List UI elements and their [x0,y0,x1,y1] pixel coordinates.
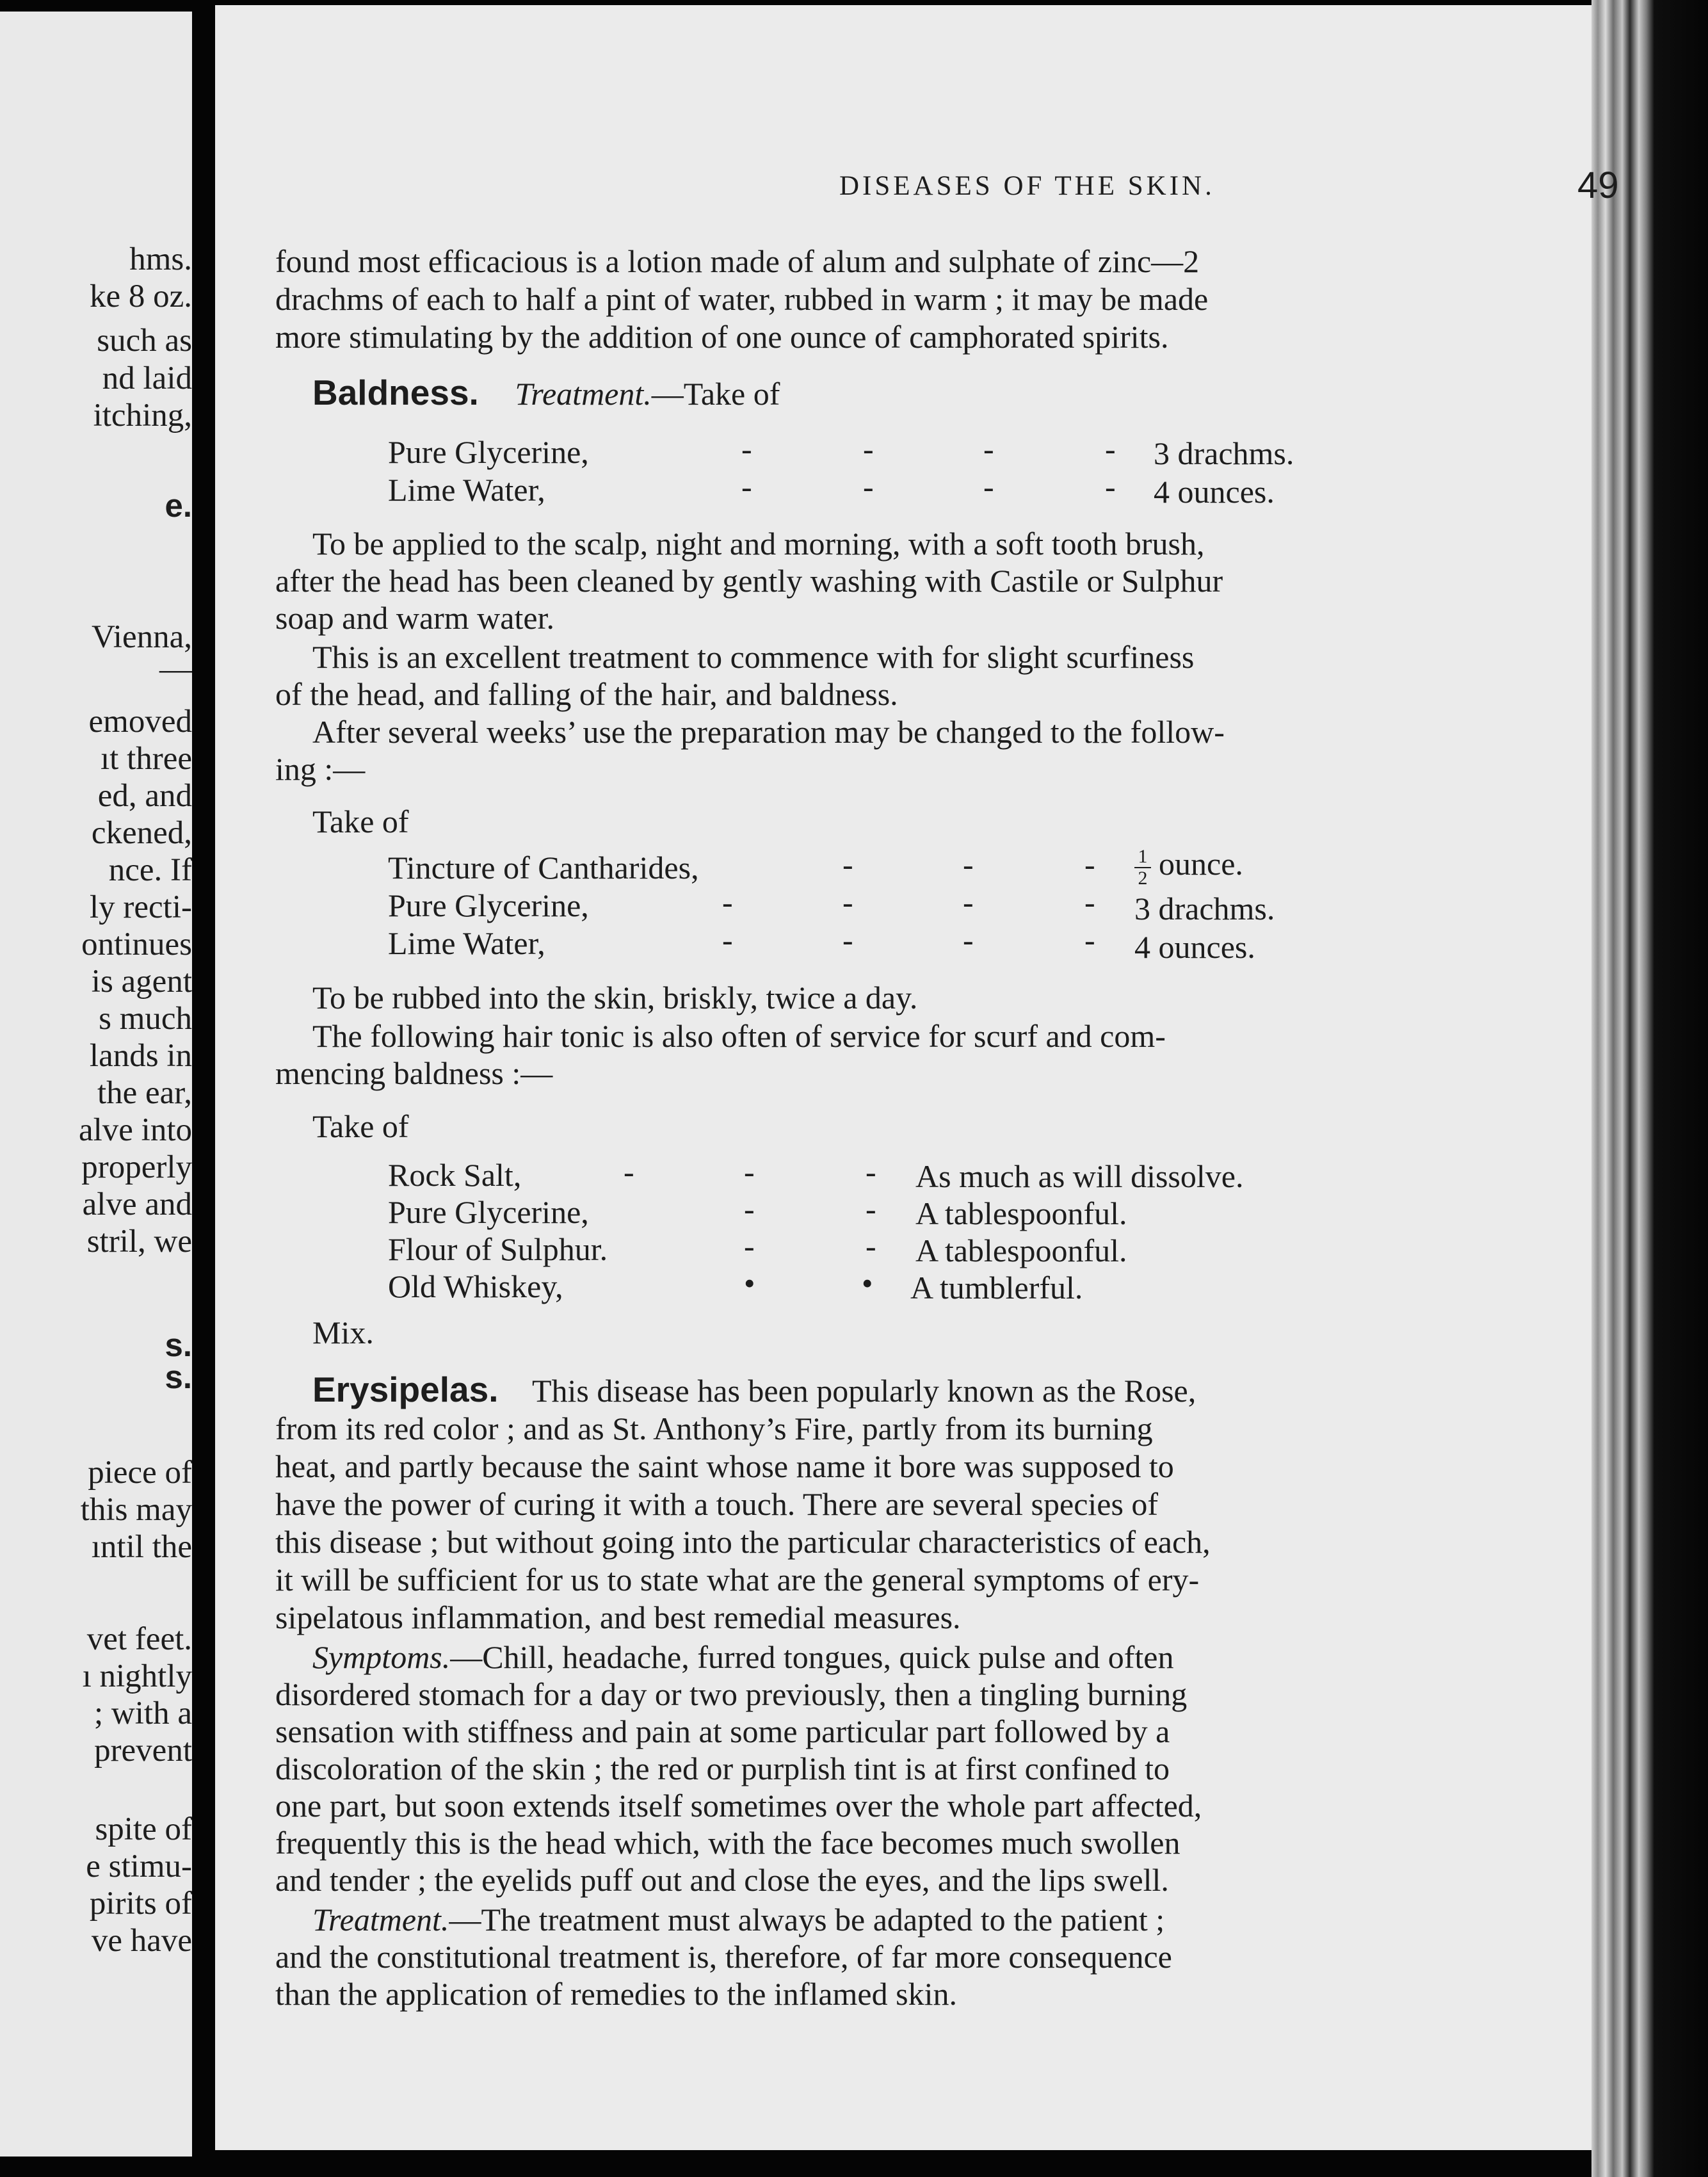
leader-dash: - [963,884,974,920]
leader-dash: - [963,846,974,882]
left-page-fragment: alve into [78,1112,192,1148]
text-line: ing :— [275,751,366,787]
text-span: —The treatment must always be adapted to the patient ; [449,1902,1165,1938]
recipe-item: Flour of Sulphur. [388,1231,608,1267]
left-page-fragment: pirits of [89,1886,192,1922]
left-page-fragment: lands in [89,1038,192,1074]
treatment-label: Treatment. [515,376,652,412]
leader-dash: - [1105,469,1116,505]
left-page-fragment: ıt three [100,741,192,777]
recipe-amount: 3 drachms. [1154,435,1294,471]
fraction-half: $\frac{1}{2}$ [1134,846,1151,888]
treatment-rest: —Take of [651,376,780,412]
left-page-fragment: such as [97,323,192,359]
left-page-fragment: itching, [93,398,192,433]
left-page-fragment: s. [165,1359,192,1395]
running-head: DISEASES OF THE SKIN. [839,171,1215,201]
baldness-heading-line [312,375,780,410]
leader-dash: - [842,922,853,958]
recipe-item: Old Whiskey, [388,1268,563,1304]
left-page-fragment: alve and [82,1186,192,1222]
recipe-amount: As much as will dissolve. [915,1158,1244,1194]
leader-dash: - [842,884,853,920]
left-page-fragment: the ear, [97,1075,192,1111]
left-page-fragment: hms. [129,241,192,277]
recipe-amount: 3 drachms. [1134,891,1275,927]
text-line: To be rubbed into the skin, briskly, twice a day. [312,980,918,1016]
leader-dash: - [1084,922,1095,958]
text-line: from its red color ; and as St. Anthony’s Fire, partly from its burning [275,1411,1153,1446]
symptoms-label: Symptoms. [312,1639,451,1675]
leader-dash: • [744,1265,755,1301]
recipe-item: Pure Glycerine, [388,434,589,470]
leader-dash: - [744,1154,755,1190]
text-line: soap and warm water. [275,600,554,636]
leader-dash: - [741,469,752,505]
symptoms-line [312,1641,1174,1673]
left-page-fragment: emoved [88,704,192,740]
leader-dash: - [863,469,874,505]
page-edges [1591,0,1708,2177]
text-line: after the head has been cleaned by gently washing with Castile or Sulphur [275,563,1223,599]
text-line: mencing baldness :— [275,1055,553,1091]
book-gutter [192,0,215,2177]
left-page-fragment: this may [80,1492,192,1528]
left-page-fragment: ly recti- [90,889,192,925]
take-of-label: Take of [312,804,409,839]
left-page-fragment: s. [165,1327,192,1363]
recipe-amount: 4 ounces. [1154,474,1275,510]
erysipelas-heading-line [312,1372,1196,1407]
right-page [215,5,1619,2150]
leader-dash: - [842,846,853,882]
text-line: After several weeks’ use the preparation may be changed to the follow- [312,714,1225,750]
text-line: found most efficacious is a lotion made of alum and sulphate of zinc—2 [275,243,1200,279]
left-page-fragment: ı nightly [82,1658,192,1694]
left-page-fragment: ve have [91,1923,192,1959]
recipe-amount-fraction [1134,846,1243,888]
text-line: heat, and partly because the saint whose name it bore was supposed to [275,1448,1174,1484]
text-line: To be applied to the scalp, night and morning, with a soft tooth brush, [312,526,1205,562]
left-page-fragment: properly [81,1149,192,1185]
mix-label: Mix. [312,1315,374,1350]
left-page-fragment: nd laid [102,360,192,396]
recipe-amount: A tablespoonful. [915,1233,1127,1268]
text-line: The following hair tonic is also often of service for scurf and com- [312,1018,1166,1054]
text-line: This is an excellent treatment to commence with for slight scurfiness [312,639,1195,675]
recipe-item: Pure Glycerine, [388,887,589,923]
left-page-fragment: vet feet. [86,1621,192,1657]
text-line: it will be sufficient for us to state what are the general symptoms of ery- [275,1562,1200,1598]
leader-dash: - [866,1154,876,1190]
recipe-item: Lime Water, [388,472,545,508]
left-page-fragment: prevent [94,1733,192,1768]
treatment-label: Treatment. [312,1902,449,1938]
text-line: disordered stomach for a day or two previously, then a tingling burning [275,1676,1188,1712]
leader-dash: - [963,922,974,958]
leader-dash: - [983,469,994,505]
leader-dash: - [1105,431,1116,467]
left-page-fragment: e. [165,487,192,524]
left-page-fragment: ke 8 oz. [89,279,192,314]
section-heading-erysipelas: Erysipelas. [312,1370,499,1409]
left-page-fragment: e stimu- [86,1849,192,1884]
take-of-label: Take of [312,1108,409,1144]
leader-dash: - [983,431,994,467]
leader-dash: - [722,884,733,920]
text-line: sensation with stiffness and pain at some particular part followed by a [275,1713,1170,1749]
text-line: This disease has been popularly known as the Rose, [531,1373,1196,1409]
leader-dash: - [863,431,874,467]
leader-dash: - [1084,846,1095,882]
text-line: and the constitutional treatment is, therefore, of far more consequence [275,1939,1172,1975]
text-line: one part, but soon extends itself sometimes over the whole part affected, [275,1788,1202,1824]
leader-dash: - [722,922,733,958]
page-number: 49 [1577,165,1619,206]
left-page-fragment: spite of [95,1811,192,1847]
recipe-amount: A tumblerful. [910,1270,1083,1306]
section-heading-baldness: Baldness. [312,373,479,412]
text-line: sipelatous inflammation, and best remedial measures. [275,1599,961,1635]
text-line: have the power of curing it with a touch. There are several species of [275,1486,1159,1522]
recipe-amount: ounce. [1159,845,1243,882]
leader-dash: - [624,1154,634,1190]
recipe-item: Rock Salt, [388,1157,522,1193]
left-page-fragment: ıntil the [91,1529,192,1565]
left-page [0,12,192,2157]
left-page-fragment: stril, we [86,1224,192,1259]
leader-dash: - [866,1228,876,1264]
text-line: this disease ; but without going into the particular characteristics of each, [275,1524,1211,1560]
text-line: drachms of each to half a pint of water, rubbed in warm ; it may be made [275,281,1209,317]
left-page-fragment: Vienna, [92,619,192,655]
recipe-item: Pure Glycerine, [388,1194,589,1230]
text-line: and tender ; the eyelids puff out and close the eyes, and the lips swell. [275,1862,1169,1898]
treatment-line [312,1904,1164,1936]
left-page-fragment: ; with a [94,1695,192,1731]
leader-dash: - [744,1228,755,1264]
leader-dash: - [866,1191,876,1227]
leader-dash: - [741,431,752,467]
recipe-amount: A tablespoonful. [915,1195,1127,1231]
left-page-fragment: ed, and [97,778,192,814]
text-line: discoloration of the skin ; the red or purplish tint is at first confined to [275,1751,1170,1786]
left-page-fragment: ontinues [81,927,192,962]
text-span: —Chill, headache, furred tongues, quick pulse and often [450,1639,1174,1675]
text-line: frequently this is the head which, with the face becomes much swollen [275,1825,1180,1861]
recipe-amount: 4 ounces. [1134,929,1255,965]
text-line: of the head, and falling of the hair, and baldness. [275,676,898,712]
recipe-item: Lime Water, [388,925,545,961]
leader-dash: - [744,1191,755,1227]
text-line: than the application of remedies to the inflamed skin. [275,1976,957,2012]
leader-dash: • [862,1265,873,1301]
left-page-fragment: piece of [88,1455,192,1491]
leader-dash: - [1084,884,1095,920]
left-page-fragment: s much [99,1001,192,1037]
recipe-item: Tincture of Cantharides, [388,850,699,886]
left-page-fragment: ckened, [91,815,192,851]
left-page-fragment: — [159,651,192,687]
left-page-fragment: nce. If [108,852,192,888]
left-page-fragment: is agent [91,964,192,999]
text-line: more stimulating by the addition of one ounce of camphorated spirits. [275,319,1169,355]
